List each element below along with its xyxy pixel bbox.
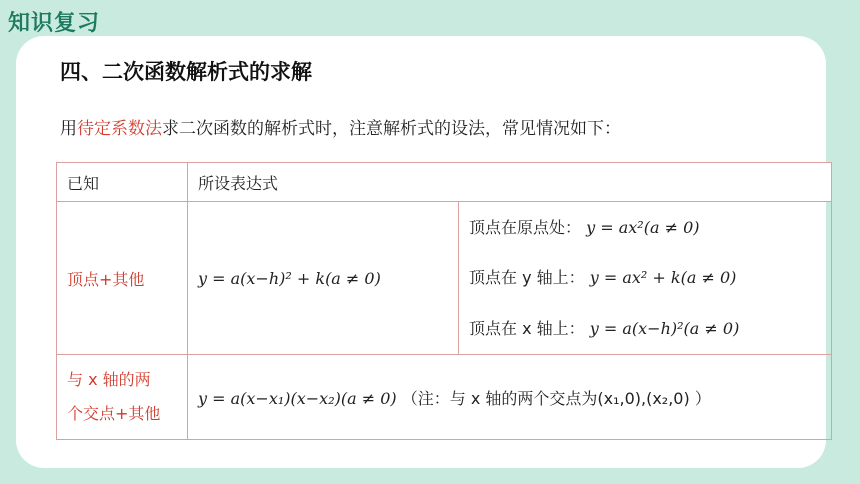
- case-label: 顶点在 x 轴上：: [469, 319, 585, 339]
- header-known: 已知: [57, 163, 188, 202]
- section-title: 四、二次函数解析式的求解: [60, 56, 312, 86]
- intercept-form-expression: y = a(x−x₁)(x−x₂)(a ≠ 0): [198, 388, 397, 408]
- section-badge: 知识复习: [8, 11, 101, 36]
- list-item: [469, 268, 821, 287]
- case-formula: y = a(x−h)²(a ≠ 0): [589, 319, 740, 339]
- intro-prefix: 用: [60, 119, 77, 139]
- list-item: [469, 218, 821, 237]
- vertex-form-expression: y = a(x−h)² + k(a ≠ 0): [188, 202, 459, 355]
- case-label: 顶点在原点处：: [469, 217, 582, 237]
- formula-table: [56, 162, 832, 440]
- table-row: [57, 355, 832, 440]
- table-header-row: [57, 163, 832, 202]
- intercept-note: （注：与 x 轴的两个交点为(x₁,0),(x₂,0) ）: [401, 388, 711, 408]
- intro-text: [60, 114, 621, 139]
- table-row: [57, 202, 832, 355]
- known-x-intercepts: [57, 355, 188, 440]
- header-expression: 所设表达式: [188, 163, 832, 202]
- known-vertex: 顶点+其他: [57, 202, 188, 355]
- known-line-1: 与 x 轴的两: [67, 370, 151, 389]
- vertex-cases-cell: [459, 202, 832, 355]
- known-line-2: 个交点+其他: [67, 404, 161, 423]
- content-card: [16, 36, 826, 468]
- case-formula: y = ax²(a ≠ 0): [586, 217, 700, 237]
- list-item: [469, 319, 821, 338]
- case-formula: y = ax² + k(a ≠ 0): [589, 268, 737, 288]
- case-label: 顶点在 y 轴上：: [469, 268, 585, 288]
- intro-suffix: 求二次函数的解析式时，注意解析式的设法，常见情况如下：: [162, 119, 621, 139]
- vertex-cases-list: [469, 202, 821, 354]
- intercept-form-cell: [188, 355, 832, 440]
- intro-highlight: 待定系数法: [77, 119, 162, 139]
